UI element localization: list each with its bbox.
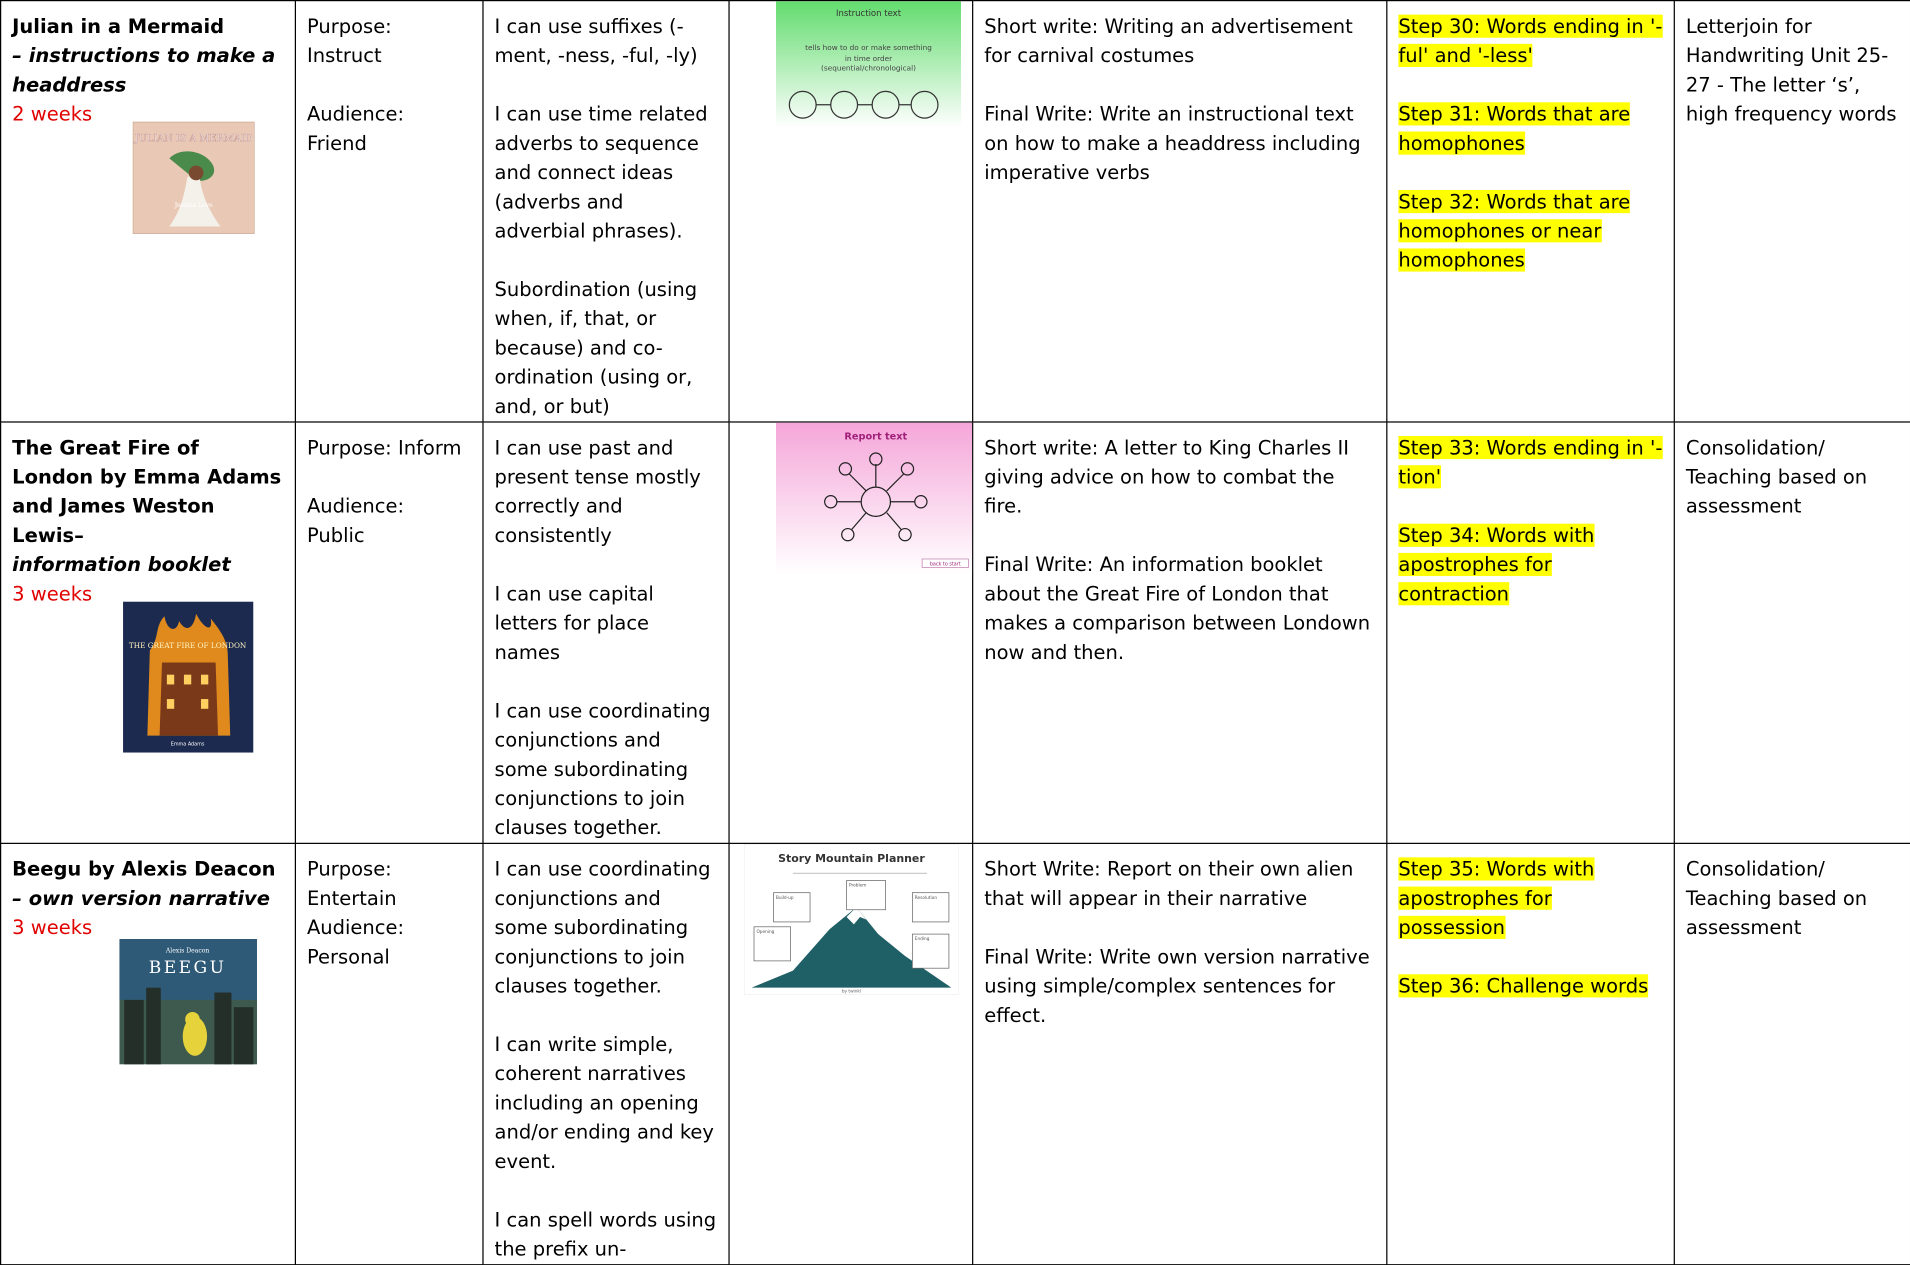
duration-weeks: 3 weeks (12, 915, 93, 939)
text-type-cell (729, 1, 973, 422)
book-subtitle: – instructions to make a headdress (12, 43, 276, 97)
audience-value: Personal (306, 945, 390, 969)
svg-text:Jessica Love: Jessica Love (174, 202, 213, 210)
writing-tasks-cell (973, 1, 1387, 422)
spelling-step: Step 35: Words with apostrophes for possession (1398, 857, 1595, 939)
svg-text:Ending: Ending (914, 937, 930, 943)
book-title: The Great Fire of London by Emma Adams and James Weston Lewis– (12, 435, 282, 547)
book-cell (1, 843, 296, 1264)
short-write-text: Short write: A letter to King Charles II giving advice on how to combat the fire. (984, 435, 1349, 518)
audience-label: Audience: (306, 102, 405, 126)
svg-text:JULIAN IS A MERMAID: JULIAN IS A MERMAID (134, 133, 253, 145)
handwriting-text: Letterjoin for Handwriting Unit 25-27 - The letter ‘s’, high frequency words (1685, 14, 1897, 126)
purpose-label: Purpose: (306, 857, 392, 881)
objectives-cell (483, 843, 729, 1264)
writing-tasks-cell (973, 422, 1387, 843)
final-write-text: Final Write: An information booklet about the Great Fire of London that makes a comparison between Londown now and then. (984, 552, 1371, 664)
handwriting-cell (1674, 843, 1910, 1264)
purpose-label: Purpose: Inform (306, 435, 462, 460)
short-write-text: Short write: Writing an advertisement for carnival costumes (984, 14, 1353, 67)
purpose-value: Entertain (306, 886, 397, 910)
objective-text: I can use time related adverbs to sequence and connect ideas (adverbs and adverbial phrases). (494, 102, 708, 243)
purpose-value: Instruct (306, 43, 382, 67)
spelling-step: Step 34: Words with apostrophes for contraction (1398, 523, 1595, 606)
story-mountain-planner-slide (744, 844, 958, 995)
svg-text:in time order: in time order (844, 53, 893, 63)
handwriting-cell (1674, 422, 1910, 843)
spelling-cell (1387, 843, 1674, 1264)
svg-text:(sequential/chronological): (sequential/chronological) (821, 63, 916, 73)
objective-text: I can use coordinating conjunctions and some subordinating conjunctions to join clauses together. (494, 699, 711, 840)
duration-weeks: 3 weeks (12, 582, 93, 606)
objectives-cell (483, 1, 729, 422)
writing-tasks-cell (973, 843, 1387, 1264)
final-write-text: Final Write: Write own version narrative using simple/complex sentences for effect. (984, 945, 1370, 1027)
book-subtitle: information booklet (12, 552, 231, 577)
purpose-audience-cell (295, 843, 483, 1264)
audience-label: Audience: (306, 915, 405, 939)
book-cover-image (123, 602, 253, 753)
table-row (1, 1, 1910, 422)
svg-text:THE GREAT FIRE OF LONDON: THE GREAT FIRE OF LONDON (128, 640, 247, 650)
spelling-cell (1387, 1, 1674, 422)
objectives-cell (483, 422, 729, 843)
svg-text:Problem: Problem (849, 883, 867, 889)
book-cover-image (133, 122, 255, 234)
audience-value: Friend (306, 131, 367, 155)
objective-text: I can use suffixes (-ment, -ness, -ful, -ly) (494, 14, 698, 67)
purpose-audience-cell (295, 422, 483, 843)
svg-text:Story Mountain Planner: Story Mountain Planner (778, 852, 925, 866)
objective-text: I can use coordinating conjunctions and some subordinating conjunctions to join clauses together. (494, 857, 711, 998)
objective-text: I can spell words using the prefix un- (494, 1208, 717, 1261)
audience-label: Audience: (306, 494, 405, 518)
text-type-cell (729, 843, 973, 1264)
handwriting-text: Consolidation/ Teaching based on assessment (1685, 435, 1868, 518)
spelling-step: Step 36: Challenge words (1398, 974, 1649, 998)
short-write-text: Short Write: Report on their own alien that will appear in their narrative (984, 857, 1354, 910)
svg-text:Resolution: Resolution (914, 895, 938, 901)
svg-text:Alexis Deacon: Alexis Deacon (165, 947, 210, 955)
spelling-step: Step 32: Words that are homophones or near homophones (1398, 189, 1631, 272)
objective-text: I can use capital letters for place names (494, 582, 654, 664)
instruction-text-slide (776, 1, 961, 128)
duration-weeks: 2 weeks (12, 102, 93, 126)
objective-text: I can write simple, coherent narratives including an opening and/or ending and key event. (494, 1032, 714, 1173)
svg-text:Opening: Opening (756, 929, 775, 935)
spelling-step: Step 33: Words ending in '-tion' (1398, 435, 1663, 489)
spelling-step: Step 30: Words ending in '-ful' and '-less' (1398, 14, 1663, 67)
report-text-slide (776, 423, 973, 574)
book-cell (1, 422, 296, 843)
objective-text: I can use past and present tense mostly correctly and consistently (494, 435, 701, 547)
book-cell (1, 1, 296, 422)
book-subtitle: – own version narrative (12, 886, 270, 910)
handwriting-cell (1674, 1, 1910, 422)
book-title: Julian in a Mermaid (12, 14, 225, 38)
book-title: Beegu by Alexis Deacon (12, 857, 276, 881)
svg-text:Build-up: Build-up (775, 895, 794, 901)
audience-value: Public (306, 523, 365, 547)
purpose-label: Purpose: (306, 14, 392, 38)
purpose-audience-cell (295, 1, 483, 422)
book-cover-image (119, 939, 257, 1064)
svg-text:back to start: back to start (929, 561, 961, 568)
objective-text: Subordination (using when, if, that, or because) and co-ordination (using or, and, or but) (494, 277, 698, 418)
svg-text:tells how to do or make someth: tells how to do or make something (805, 42, 932, 52)
table-row (1, 843, 1910, 1264)
svg-text:by twinkl: by twinkl (841, 989, 862, 995)
table-row (1, 422, 1910, 843)
svg-text:Instruction text: Instruction text (835, 8, 902, 19)
svg-text:Report text: Report text (844, 431, 908, 443)
handwriting-text: Consolidation/ Teaching based on assessment (1685, 857, 1868, 939)
spelling-step: Step 31: Words that are homophones (1398, 102, 1631, 155)
final-write-text: Final Write: Write an instructional text on how to make a headdress including imperative verbs (984, 102, 1361, 184)
svg-text:BEEGU: BEEGU (148, 958, 227, 979)
text-type-cell (729, 422, 973, 843)
svg-text:Emma Adams: Emma Adams (170, 741, 205, 748)
spelling-cell (1387, 422, 1674, 843)
